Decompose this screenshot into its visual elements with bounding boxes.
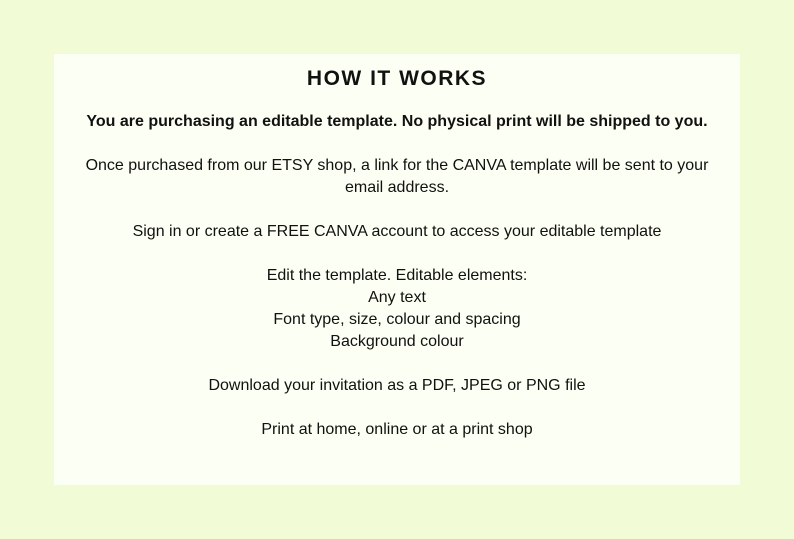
- step-edit-lead: Edit the template. Editable elements:: [266, 267, 528, 284]
- editable-element-item: Font type, size, colour and spacing: [273, 311, 521, 328]
- page-title: HOW IT WORKS: [306, 67, 488, 90]
- step-download: Download your invitation as a PDF, JPEG or PNG file: [208, 377, 586, 394]
- step-print: Print at home, online or at a print shop: [261, 421, 533, 438]
- purchase-notice: You are purchasing an editable template. No physical print will be shipped to you.: [86, 113, 708, 130]
- step-purchase: Once purchased from our ETSY shop, a link for the CANVA template will be sent to your email address.: [85, 157, 709, 196]
- step-edit: [77, 265, 717, 353]
- step-signin: Sign in or create a FREE CANVA account to access your editable template: [132, 223, 662, 240]
- editable-element-item: Background colour: [330, 333, 464, 350]
- editable-element-item: Any text: [368, 289, 426, 306]
- instructions-card: [54, 54, 740, 485]
